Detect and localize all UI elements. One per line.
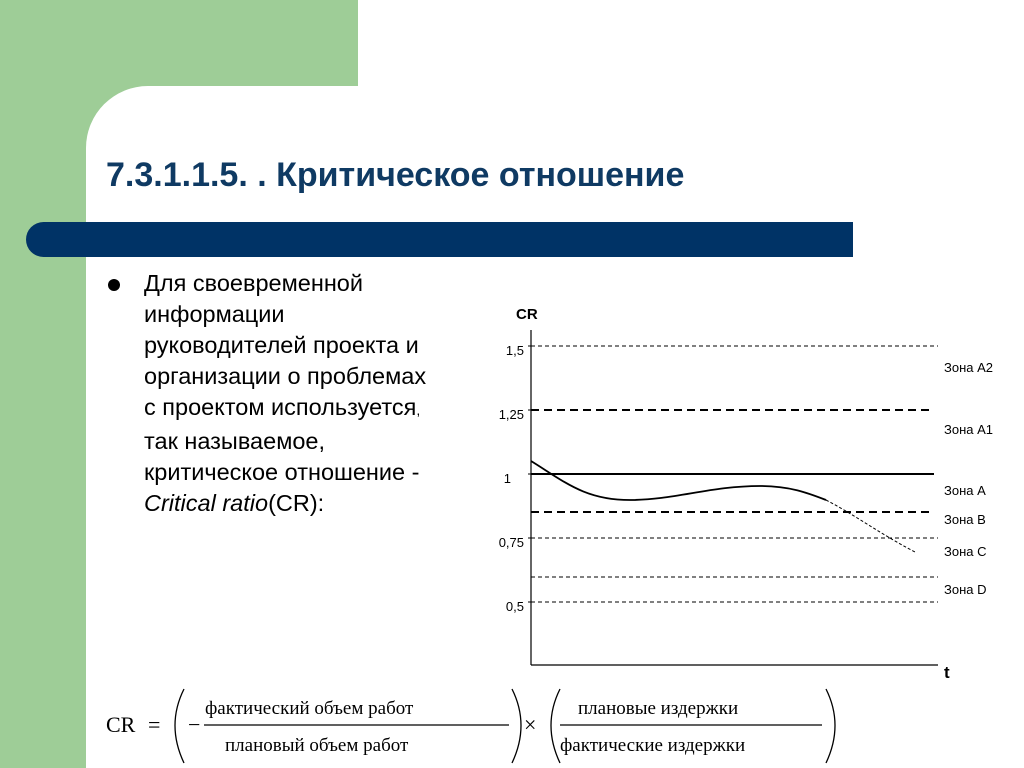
tick-label: 0,5 bbox=[505, 599, 524, 614]
x-axis-label: t bbox=[944, 663, 950, 682]
tick-label: 0,75 bbox=[498, 535, 524, 550]
bullet-line-comma: , bbox=[416, 402, 421, 418]
left-paren-2 bbox=[551, 689, 560, 763]
fraction2-numerator: плановые издержки bbox=[578, 698, 739, 719]
tick-label: 1 bbox=[503, 471, 511, 486]
bullet-line: руководителей проекта и bbox=[144, 332, 419, 358]
bullet-line-text: с проектом используется bbox=[144, 394, 417, 420]
bullet-line: организации о проблемах bbox=[144, 363, 427, 389]
fraction2-denominator: фактические издержки bbox=[560, 735, 746, 756]
formula-times: × bbox=[524, 712, 537, 737]
bullet-line: Для своевременной bbox=[144, 270, 363, 296]
zone-label: Зона С bbox=[944, 544, 987, 559]
tick-label: 1,25 bbox=[498, 407, 524, 422]
fraction1-denominator: плановый объем работ bbox=[225, 735, 409, 756]
zone-label: Зона А bbox=[944, 483, 986, 498]
critical-ratio-term: Critical ratio bbox=[144, 490, 269, 516]
cr-formula bbox=[104, 683, 944, 768]
zone-label: Зона В bbox=[944, 512, 986, 527]
cr-forecast-curve bbox=[826, 500, 915, 552]
left-paren-1 bbox=[175, 689, 184, 763]
cr-abbreviation: (CR): bbox=[268, 490, 325, 516]
fraction1-numerator: фактический объем работ bbox=[205, 698, 414, 719]
right-paren-1 bbox=[512, 689, 521, 763]
y-axis-label: CR bbox=[516, 306, 538, 323]
zone-label: Зона А2 bbox=[944, 360, 994, 375]
tick-label: 1,5 bbox=[505, 343, 524, 358]
bullet-line: информации bbox=[144, 301, 285, 327]
slide-title: 7.3.1.1.5. . Критическое отношение bbox=[106, 156, 685, 194]
zone-label: Зона А1 bbox=[944, 422, 994, 437]
right-paren-2 bbox=[826, 689, 835, 763]
zone-label: Зона D bbox=[944, 582, 987, 597]
formula-minus: − bbox=[188, 712, 201, 737]
formula-lhs: CR bbox=[106, 712, 136, 737]
bullet-line: так называемое, bbox=[144, 428, 326, 454]
formula-equals: = bbox=[148, 712, 161, 737]
bullet-line: критическое отношение - bbox=[144, 459, 420, 485]
cr-trend-curve bbox=[531, 461, 826, 500]
